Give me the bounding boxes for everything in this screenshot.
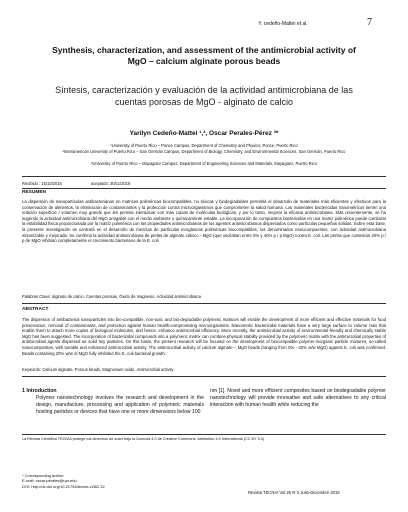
article-title-english: Synthesis, characterization, and assessment of the antimicrobial activity of MgO – calcium alginate porous beads <box>52 45 356 66</box>
abstract-heading: ABSTRACT <box>22 307 49 312</box>
received-date: Recibido : 15/10/2016 <box>22 181 62 186</box>
affiliation-3: ³University of Puerto Rico – Mayagüez Campus, Department of Engineering Sciences and Materials, Mayagüez, Puerto Rico <box>91 161 317 166</box>
introduction-heading: 1 Introduction <box>22 388 57 394</box>
page-number: 7 <box>367 17 372 28</box>
corresponding-author-block <box>22 473 105 489</box>
submission-dates <box>22 181 158 186</box>
resumen-text: La dispersión de nanopartículas antibacterianas en matrices poliméricas biocompatibles, no tóxicas y biodegradables permitirá el desarrollo de materiales más eficientes y efectivos para la conservación de alimentos, la eliminación de contaminantes y la protección contra microorganismos que comprometen la salud humana. Los materiales bactericidas nanométricos tienen una relación superficie / volumen muy grande que les permite interactuar con más copias de moléculas biológicas, y por lo tanto, mejorar la eficacia antimicrobiana. Más recientemente, se ha sugerido la actividad antimicrobiana del MgO amigable con el medio ambiente y químicamente estable. La incorporación de compuestos bactericidas en una matriz polimérica puede combinar la estabilidad física proporcionada por la matriz polimérica con las propiedades antimicrobianas de los agentes antimicrobianos dispersados como partículas pequeñas sólidas. Sobre esta base, la presente investigación se centrará en el desarrollo de mezclas de partículas inorgánicas poliméricas biocompatibles, los denominados nanocompuestos, con actividad antimicrobiana sintonizable y mejorada. Se confirmó la actividad antimicrobiana de perlas de alginato cálcico - MgO (que oscilaban entre 0% y 40% p / p MgO) contra E. coli. Las perlas que contenían 20% p / p de MgO inhibían completamente el crecimiento bacteriano de la E. coli <box>22 199 386 244</box>
journal-citation: Revista TECNIA Vol.26 N°2 Julio-Diciembre 2016 <box>248 490 340 495</box>
divider <box>22 376 386 377</box>
running-header-author: Y. cedeño-Mattei et al. <box>258 21 308 27</box>
abstract-text: The dispersion of antibacterial nanoparticles into bio-compatible, non-toxic and bio-degradable polymeric matrices will enable the development of more efficient and effective materials for food preservation, removal of contaminants, and protection against human health-compromising microorganisms. Nanometric bactericidal materials have a very large surface to volume ratio that enable them to attach more copies of biological molecules, and hence, enhance antimicrobial efficiency. More recently, the antimicrobial activity of environmental-friendly and chemically stable MgO has been suggested. The incorporation of bactericidal compounds into a polymeric matrix can combine physical stability provided by the polymeric matrix with the antimicrobial properties of antimicrobial agents dispersed as solid tiny particles. On this basis, the present research will be focused on the development of biocompatible polymer-inorganic particle mixtures, so-called nanocomposites, with tunable and enhanced antimicrobial activity. The antimicrobial activity of calcium alginate – MgO beads (ranging from 0% - 40% w/w MgO) against E. coli was confirmed. Beads containing 20% w/w of MgO fully inhibited the E. coli bacterial growth. <box>22 317 386 356</box>
doi-link[interactable]: DOI: http://dx.doi.org/10.21754/tecnia.v26i2.32 <box>22 483 105 489</box>
resumen-keywords: Palabras Clave: alginato de calcio, Cuentas porosas, Óxido de magnesio, Actividad antimicrobiana <box>22 294 201 299</box>
affiliation-1: ¹University of Puerto Rico – Ponce Campus, Department of Chemistry and Physics, Ponce, Puerto Rico <box>110 143 298 148</box>
abstract-keywords: Keywords: Calcium alginate, Porous beads, Magnesium oxide, Antimicrobial activity <box>22 367 174 372</box>
corresponding-email[interactable]: E-mail: oscar.perales@upr.edu <box>22 478 77 484</box>
divider <box>22 188 386 189</box>
introduction-left-column: Polymer nanotechnology involves the research and development in the design, manufacture, processing and application of polymeric materials hosting particles or devices that have one or more dimensions below 100 <box>36 395 204 415</box>
divider <box>22 176 386 177</box>
accepted-date: aceptado: 30/11/2016 <box>90 181 131 186</box>
resumen-heading: RESUMEN <box>22 190 46 195</box>
author-list: Yarilyn Cedeño-Mattei ¹,², Oscar Perales-Pérez ³* <box>129 130 279 137</box>
divider <box>22 303 386 304</box>
corresponding-label: * Corresponding author: <box>22 473 65 478</box>
footer-divider <box>22 434 386 435</box>
license-note: La Revista Científica TECNIA protege los derechos de autor bajo la Licencia 4.0 de Creative Commons: Attribution 4.0 International (CC BY 4.0) <box>22 437 265 441</box>
article-title-spanish: Síntesis, caracterización y evaluación de la actividad antimicrobiana de las cuentas porosas de MgO - alginato de calcio <box>55 85 353 107</box>
affiliation-2: ²Interamerican University of Puerto Rico – San Germán Campus, Department of Biology, Chemistry, and Environmental Sciences, San Germán, Puerto Rico <box>62 149 346 154</box>
introduction-right-column: nm [1]. Novel and more efficient composites based on biodegradable polymer nanotechnology will provide innovative and safe alternatives to any critical interaction with human health while reducing the <box>210 388 386 408</box>
